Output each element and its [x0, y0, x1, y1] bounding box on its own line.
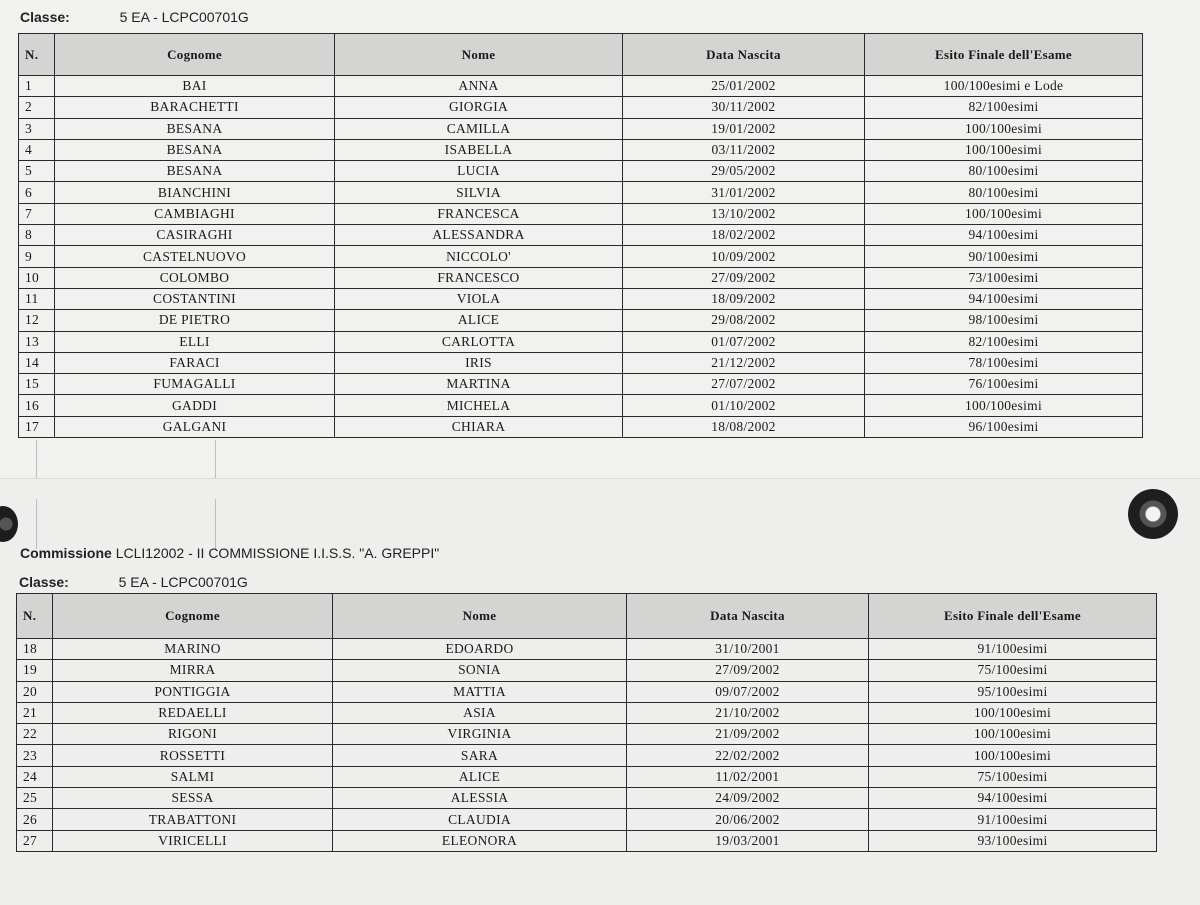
esito-cell: 82/100esimi: [865, 97, 1143, 118]
cognome-cell: CASTELNUOVO: [55, 246, 335, 267]
esito-cell: 75/100esimi: [869, 660, 1157, 681]
row-number: 3: [19, 118, 55, 139]
esito-cell: 95/100esimi: [869, 681, 1157, 702]
cognome-cell: BIANCHINI: [55, 182, 335, 203]
data-nascita-cell: 01/07/2002: [623, 331, 865, 352]
nome-cell: ALESSANDRA: [335, 225, 623, 246]
cognome-cell: GALGANI: [55, 416, 335, 437]
cognome-cell: MARINO: [53, 639, 333, 660]
table-row: [19, 374, 1143, 395]
data-nascita-cell: 27/09/2002: [623, 267, 865, 288]
table-row: [19, 161, 1143, 182]
table-row: [17, 702, 1157, 723]
nome-cell: CLAUDIA: [333, 809, 627, 830]
esito-cell: 93/100esimi: [869, 830, 1157, 851]
nome-cell: ANNA: [335, 76, 623, 97]
cognome-cell: SESSA: [53, 788, 333, 809]
classe-value: 5 EA - LCPC00701G: [118, 574, 248, 590]
cognome-cell: ROSSETTI: [53, 745, 333, 766]
cognome-cell: ELLI: [55, 331, 335, 352]
nome-cell: FRANCESCO: [335, 267, 623, 288]
nome-cell: VIRGINIA: [333, 724, 627, 745]
nome-cell: MARTINA: [335, 374, 623, 395]
col-header-esito: Esito Finale dell'Esame: [865, 34, 1143, 76]
results-table-1: [18, 33, 1143, 438]
esito-cell: 94/100esimi: [869, 788, 1157, 809]
col-header-data-nascita: Data Nascita: [627, 594, 869, 639]
results-table-2: [16, 593, 1157, 852]
esito-cell: 91/100esimi: [869, 809, 1157, 830]
table-row: [17, 788, 1157, 809]
data-nascita-cell: 24/09/2002: [627, 788, 869, 809]
esito-cell: 91/100esimi: [869, 639, 1157, 660]
nome-cell: CHIARA: [335, 416, 623, 437]
nome-cell: CAMILLA: [335, 118, 623, 139]
nome-cell: EDOARDO: [333, 639, 627, 660]
fold-line: [215, 499, 216, 549]
data-nascita-cell: 18/02/2002: [623, 225, 865, 246]
classe-label: Classe:: [20, 9, 70, 25]
esito-cell: 94/100esimi: [865, 288, 1143, 309]
row-number: 9: [19, 246, 55, 267]
table-row: [19, 203, 1143, 224]
table-row: [19, 97, 1143, 118]
table-row: [19, 225, 1143, 246]
nome-cell: IRIS: [335, 352, 623, 373]
table-row: [17, 724, 1157, 745]
data-nascita-cell: 19/03/2001: [627, 830, 869, 851]
cognome-cell: BESANA: [55, 118, 335, 139]
nome-cell: ELEONORA: [333, 830, 627, 851]
table-row: [17, 660, 1157, 681]
row-number: 6: [19, 182, 55, 203]
table-row: [19, 288, 1143, 309]
nome-cell: SARA: [333, 745, 627, 766]
data-nascita-cell: 09/07/2002: [627, 681, 869, 702]
row-number: 8: [19, 225, 55, 246]
data-nascita-cell: 31/10/2001: [627, 639, 869, 660]
table-row: [19, 310, 1143, 331]
col-header-data-nascita: Data Nascita: [623, 34, 865, 76]
data-nascita-cell: 31/01/2002: [623, 182, 865, 203]
cognome-cell: BAI: [55, 76, 335, 97]
row-number: 20: [17, 681, 53, 702]
row-number: 4: [19, 139, 55, 160]
nome-cell: ASIA: [333, 702, 627, 723]
esito-cell: 100/100esimi: [865, 139, 1143, 160]
data-nascita-cell: 29/05/2002: [623, 161, 865, 182]
row-number: 18: [17, 639, 53, 660]
col-header-esito: Esito Finale dell'Esame: [869, 594, 1157, 639]
classe-label: Classe:: [19, 574, 69, 590]
classe-line-1: [20, 9, 249, 25]
col-header-number: N.: [19, 34, 55, 76]
esito-cell: 96/100esimi: [865, 416, 1143, 437]
cognome-cell: DE PIETRO: [55, 310, 335, 331]
esito-cell: 90/100esimi: [865, 246, 1143, 267]
classe-line-2: [19, 574, 248, 590]
nome-cell: GIORGIA: [335, 97, 623, 118]
data-nascita-cell: 27/09/2002: [627, 660, 869, 681]
data-nascita-cell: 20/06/2002: [627, 809, 869, 830]
data-nascita-cell: 13/10/2002: [623, 203, 865, 224]
nome-cell: FRANCESCA: [335, 203, 623, 224]
fold-line: [36, 499, 37, 549]
esito-cell: 100/100esimi: [865, 203, 1143, 224]
fold-line: [215, 440, 216, 478]
row-number: 16: [19, 395, 55, 416]
table-row: [19, 416, 1143, 437]
data-nascita-cell: 10/09/2002: [623, 246, 865, 267]
row-number: 11: [19, 288, 55, 309]
table-header-row: [19, 34, 1143, 76]
nome-cell: ALESSIA: [333, 788, 627, 809]
table-row: [19, 76, 1143, 97]
data-nascita-cell: 21/09/2002: [627, 724, 869, 745]
table-row: [19, 267, 1143, 288]
esito-cell: 80/100esimi: [865, 161, 1143, 182]
esito-cell: 100/100esimi: [869, 724, 1157, 745]
esito-cell: 73/100esimi: [865, 267, 1143, 288]
row-number: 13: [19, 331, 55, 352]
table-row: [19, 139, 1143, 160]
table-body-2: [17, 639, 1157, 852]
esito-cell: 100/100esimi: [869, 702, 1157, 723]
cognome-cell: COSTANTINI: [55, 288, 335, 309]
data-nascita-cell: 25/01/2002: [623, 76, 865, 97]
esito-cell: 82/100esimi: [865, 331, 1143, 352]
nome-cell: SONIA: [333, 660, 627, 681]
data-nascita-cell: 18/08/2002: [623, 416, 865, 437]
data-nascita-cell: 29/08/2002: [623, 310, 865, 331]
col-header-nome: Nome: [333, 594, 627, 639]
row-number: 2: [19, 97, 55, 118]
cognome-cell: GADDI: [55, 395, 335, 416]
row-number: 12: [19, 310, 55, 331]
cognome-cell: BESANA: [55, 139, 335, 160]
classe-value: 5 EA - LCPC00701G: [119, 9, 249, 25]
nome-cell: SILVIA: [335, 182, 623, 203]
table-row: [19, 118, 1143, 139]
esito-cell: 78/100esimi: [865, 352, 1143, 373]
row-number: 7: [19, 203, 55, 224]
esito-cell: 76/100esimi: [865, 374, 1143, 395]
esito-cell: 98/100esimi: [865, 310, 1143, 331]
nome-cell: VIOLA: [335, 288, 623, 309]
data-nascita-cell: 22/02/2002: [627, 745, 869, 766]
commissione-label: Commissione: [20, 545, 112, 561]
nome-cell: ALICE: [335, 310, 623, 331]
cognome-cell: REDAELLI: [53, 702, 333, 723]
esito-cell: 100/100esimi: [869, 745, 1157, 766]
data-nascita-cell: 03/11/2002: [623, 139, 865, 160]
commissione-line: [20, 545, 439, 561]
data-nascita-cell: 30/11/2002: [623, 97, 865, 118]
data-nascita-cell: 21/10/2002: [627, 702, 869, 723]
esito-cell: 100/100esimi: [865, 118, 1143, 139]
cognome-cell: MIRRA: [53, 660, 333, 681]
nome-cell: MICHELA: [335, 395, 623, 416]
nome-cell: ALICE: [333, 766, 627, 787]
table-row: [19, 395, 1143, 416]
cognome-cell: CASIRAGHI: [55, 225, 335, 246]
col-header-cognome: Cognome: [55, 34, 335, 76]
row-number: 22: [17, 724, 53, 745]
row-number: 10: [19, 267, 55, 288]
row-number: 15: [19, 374, 55, 395]
nome-cell: CARLOTTA: [335, 331, 623, 352]
row-number: 17: [19, 416, 55, 437]
row-number: 23: [17, 745, 53, 766]
nome-cell: NICCOLO': [335, 246, 623, 267]
row-number: 27: [17, 830, 53, 851]
cognome-cell: FUMAGALLI: [55, 374, 335, 395]
cognome-cell: BESANA: [55, 161, 335, 182]
esito-cell: 80/100esimi: [865, 182, 1143, 203]
row-number: 21: [17, 702, 53, 723]
cognome-cell: RIGONI: [53, 724, 333, 745]
data-nascita-cell: 11/02/2001: [627, 766, 869, 787]
nome-cell: LUCIA: [335, 161, 623, 182]
cognome-cell: BARACHETTI: [55, 97, 335, 118]
row-number: 1: [19, 76, 55, 97]
cognome-cell: FARACI: [55, 352, 335, 373]
cognome-cell: SALMI: [53, 766, 333, 787]
cognome-cell: PONTIGGIA: [53, 681, 333, 702]
table-row: [17, 830, 1157, 851]
row-number: 25: [17, 788, 53, 809]
cognome-cell: TRABATTONI: [53, 809, 333, 830]
table-body-1: [19, 76, 1143, 438]
col-header-nome: Nome: [335, 34, 623, 76]
cognome-cell: VIRICELLI: [53, 830, 333, 851]
table-row: [17, 639, 1157, 660]
esito-cell: 100/100esimi: [865, 395, 1143, 416]
data-nascita-cell: 18/09/2002: [623, 288, 865, 309]
col-header-number: N.: [17, 594, 53, 639]
table-row: [19, 182, 1143, 203]
table-header-row: [17, 594, 1157, 639]
esito-cell: 94/100esimi: [865, 225, 1143, 246]
cognome-cell: COLOMBO: [55, 267, 335, 288]
table-row: [19, 352, 1143, 373]
row-number: 26: [17, 809, 53, 830]
table-row: [19, 331, 1143, 352]
row-number: 14: [19, 352, 55, 373]
cognome-cell: CAMBIAGHI: [55, 203, 335, 224]
row-number: 24: [17, 766, 53, 787]
data-nascita-cell: 19/01/2002: [623, 118, 865, 139]
table-row: [17, 681, 1157, 702]
table-row: [19, 246, 1143, 267]
table-row: [17, 809, 1157, 830]
row-number: 5: [19, 161, 55, 182]
row-number: 19: [17, 660, 53, 681]
commissione-value: LCLI12002 - II COMMISSIONE I.I.S.S. "A. GREPPI": [115, 545, 440, 561]
nome-cell: ISABELLA: [335, 139, 623, 160]
data-nascita-cell: 27/07/2002: [623, 374, 865, 395]
esito-cell: 75/100esimi: [869, 766, 1157, 787]
fold-line: [36, 440, 37, 478]
data-nascita-cell: 01/10/2002: [623, 395, 865, 416]
col-header-cognome: Cognome: [53, 594, 333, 639]
table-row: [17, 745, 1157, 766]
punch-hole-icon: [1128, 489, 1178, 539]
esito-cell: 100/100esimi e Lode: [865, 76, 1143, 97]
nome-cell: MATTIA: [333, 681, 627, 702]
table-row: [17, 766, 1157, 787]
data-nascita-cell: 21/12/2002: [623, 352, 865, 373]
